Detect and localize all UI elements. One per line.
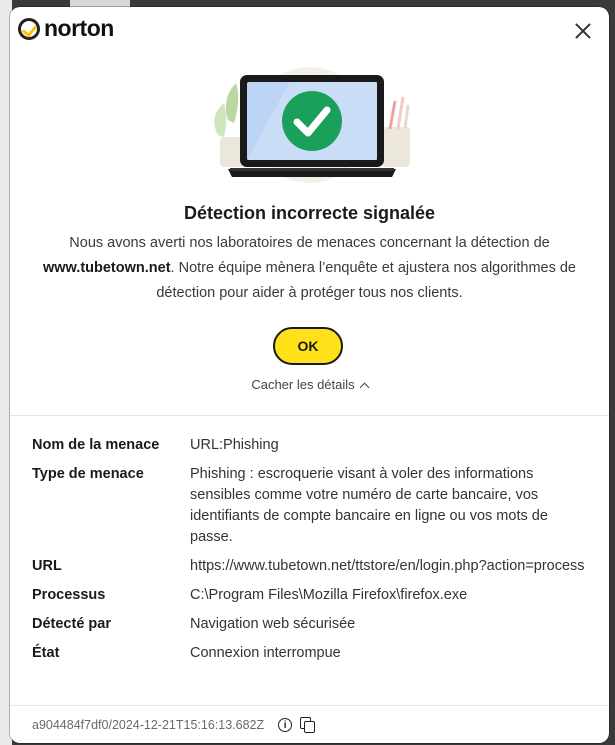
- detail-label: Nom de la menace: [32, 437, 160, 453]
- footer-divider: [10, 705, 609, 706]
- detail-label: État: [32, 645, 60, 661]
- ok-button[interactable]: OK: [273, 327, 343, 365]
- norton-dialog: [10, 7, 609, 743]
- norton-logo: [18, 15, 114, 42]
- norton-logo-icon: [18, 18, 40, 40]
- message-text-start: Nous avons averti nos laboratoires de menaces concernant la détection de: [69, 235, 550, 251]
- hide-details-label: Cacher les détails: [251, 377, 355, 392]
- threat-details: [32, 435, 592, 672]
- brand-name: norton: [44, 15, 114, 41]
- detail-value: Connexion interrompue: [190, 645, 341, 661]
- detail-value: Navigation web sécurisée: [190, 616, 356, 632]
- detail-label: Processus: [32, 587, 106, 603]
- detail-row-threat-type: [32, 464, 592, 548]
- incident-id: a904484f7df0/2024-12-21T15:16:13.682Z: [32, 718, 265, 732]
- dialog-message: [40, 231, 579, 306]
- copy-icon[interactable]: [300, 717, 316, 733]
- message-text-end: . Notre équipe mènera l’enquête et ajustera nos algorithmes de détection pour aider à protéger tous nos clients.: [156, 260, 576, 301]
- hide-details-toggle[interactable]: [10, 377, 609, 392]
- detail-label: Type de menace: [32, 466, 144, 482]
- detail-value: C:\Program Files\Mozilla Firefox\firefox.exe: [190, 587, 468, 603]
- detail-value: https://www.tubetown.net/ttstore/en/login.php?action=process: [190, 558, 585, 574]
- laptop-check-illustration: [200, 65, 420, 185]
- message-site: www.tubetown.net: [43, 260, 171, 276]
- detail-row-detected-by: [32, 614, 592, 635]
- close-icon[interactable]: [573, 21, 593, 41]
- detail-row-url: [32, 556, 592, 577]
- dialog-title: Détection incorrecte signalée: [183, 203, 436, 223]
- details-divider: [10, 415, 609, 416]
- info-icon[interactable]: i: [278, 718, 292, 732]
- footer: [32, 717, 316, 733]
- detail-row-threat-name: [32, 435, 592, 456]
- chevron-up-icon: [359, 383, 369, 393]
- detail-row-status: [32, 643, 592, 664]
- detail-label: Détecté par: [32, 616, 111, 632]
- detail-label: URL: [32, 558, 62, 574]
- detail-value: URL:Phishing: [190, 437, 279, 453]
- detail-row-process: [32, 585, 592, 606]
- detail-value: Phishing : escroquerie visant à voler des informations sensibles comme votre numéro de carte bancaire, vos identifiants de compte bancaire en ligne ou vos mots de passe.: [190, 466, 548, 545]
